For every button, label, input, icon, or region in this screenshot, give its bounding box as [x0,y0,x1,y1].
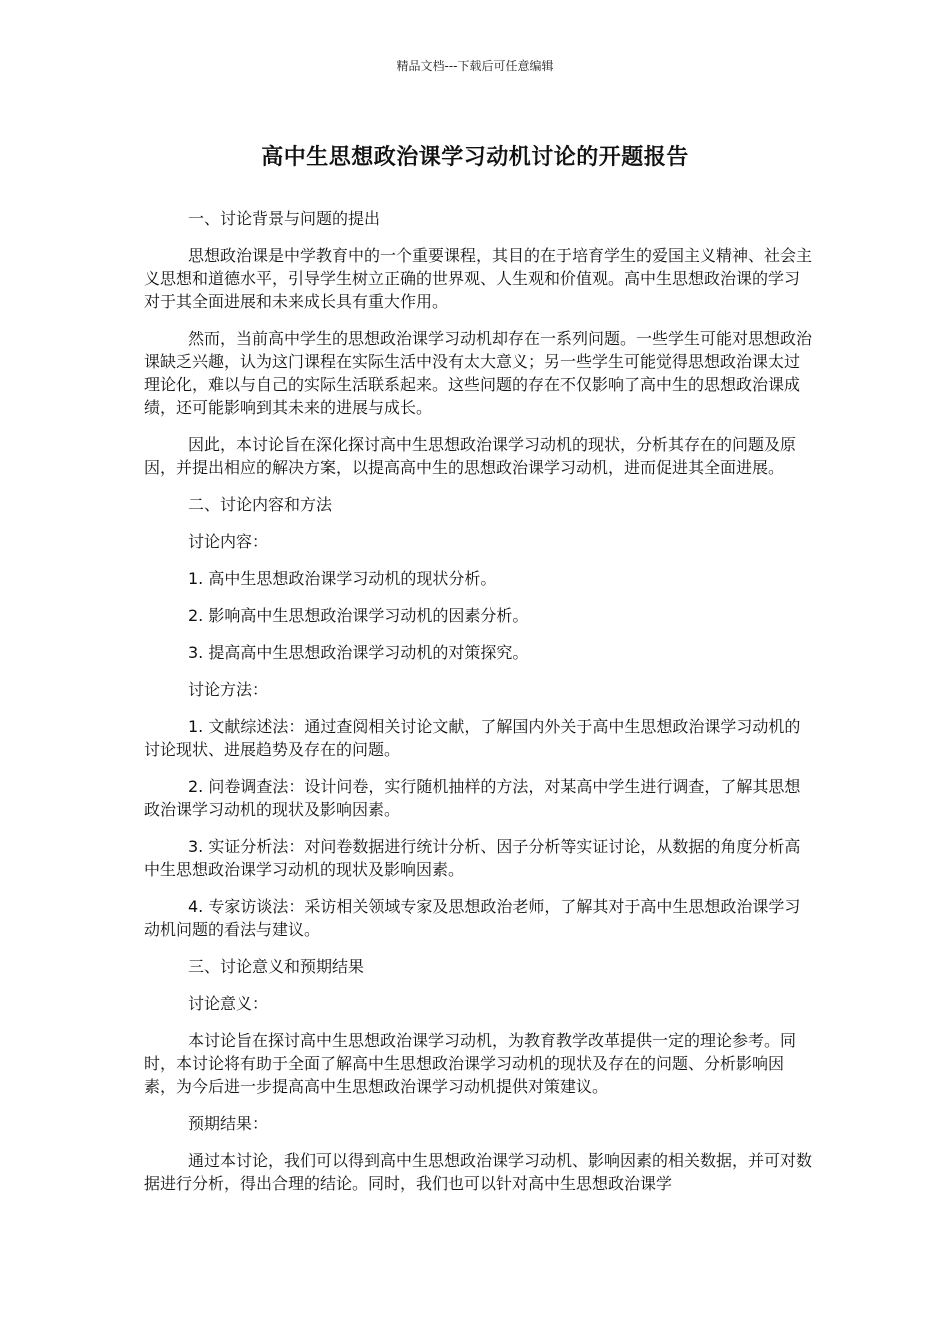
section-heading: 二、讨论内容和方法 [188,495,333,514]
body-paragraph: 通过本讨论，我们可以得到高中生思想政治课学习动机、影响因素的相关数据，并可对数据进行分析，得出合理的结论。同时，我们也可以针对高中生思想政治课学 [144,1151,813,1193]
subheading: 讨论内容： [188,532,269,551]
method-item: 2. 问卷调查法：设计问卷，实行随机抽样的方法，对某高中学生进行调查，了解其思想政治课学习动机的现状及影响因素。 [144,777,801,819]
body-paragraph: 因此，本讨论旨在深化探讨高中生思想政治课学习动机的现状，分析其存在的问题及原因，并提出相应的解决方案，以提高高中生的思想政治课学习动机，进而促进其全面进展。 [144,435,797,477]
page-header-note: 精品文档---下载后可任意编辑 [396,59,554,73]
method-item: 1. 文献综述法：通过查阅相关讨论文献，了解国内外关于高中生思想政治课学习动机的讨论现状、进展趋势及存在的问题。 [144,717,801,759]
list-item: 3. 提高高中生思想政治课学习动机的对策探究。 [188,643,529,662]
subheading: 讨论意义： [188,994,269,1013]
section-heading: 一、讨论背景与问题的提出 [188,209,381,228]
section-heading: 三、讨论意义和预期结果 [188,957,365,976]
subheading: 预期结果： [188,1114,269,1133]
list-item: 2. 影响高中生思想政治课学习动机的因素分析。 [188,606,529,625]
body-paragraph: 本讨论旨在探讨高中生思想政治课学习动机，为教育教学改革提供一定的理论参考。同时，本讨论将有助于全面了解高中生思想政治课学习动机的现状及存在的问题、分析影响因素，为今后进一步提高高中生思想政治课学习动机提供对策建议。 [144,1031,797,1096]
subheading: 讨论方法： [188,680,269,699]
method-item: 3. 实证分析法：对问卷数据进行统计分析、因子分析等实证讨论，从数据的角度分析高中生思想政治课学习动机的现状及影响因素。 [144,837,801,879]
body-paragraph: 思想政治课是中学教育中的一个重要课程，其目的在于培育学生的爱国主义精神、社会主义思想和道德水平，引导学生树立正确的世界观、人生观和价值观。高中生思想政治课的学习对于其全面进展和未来成长具有重大作用。 [144,246,813,311]
document-title: 高中生思想政治课学习动机讨论的开题报告 [261,145,689,170]
method-item: 4. 专家访谈法：采访相关领域专家及思想政治老师，了解其对于高中生思想政治课学习动机问题的看法与建议。 [144,897,801,939]
body-paragraph: 然而，当前高中学生的思想政治课学习动机却存在一系列问题。一些学生可能对思想政治课缺乏兴趣，认为这门课程在实际生活中没有太大意义；另一些学生可能觉得思想政治课太过理论化，难以与自己的实际生活联系起来。这些问题的存在不仅影响了高中生的思想政治课成绩，还可能影响到其未来的进展与成长。 [144,329,813,417]
document-body [144,207,812,1209]
list-item: 1. 高中生思想政治课学习动机的现状分析。 [188,569,497,588]
